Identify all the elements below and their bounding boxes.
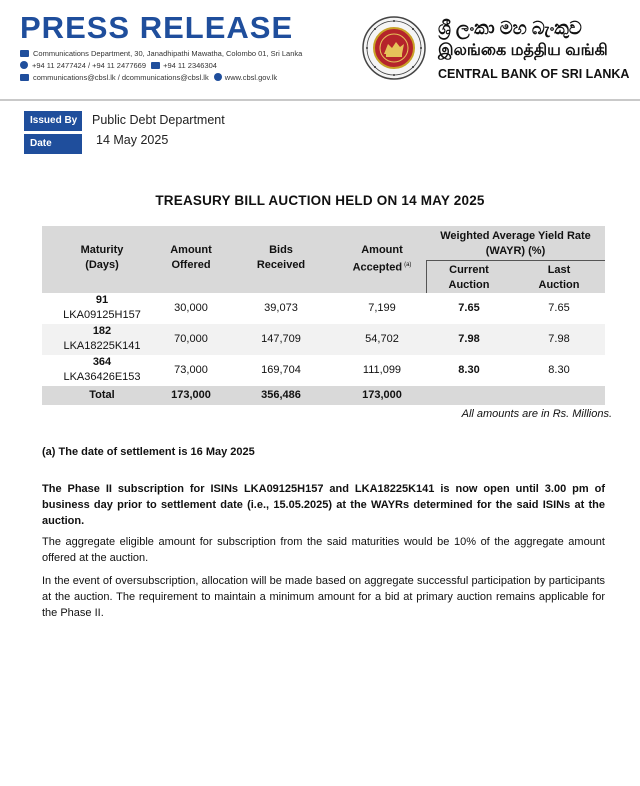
phone-line: +94 11 2477424 / +94 11 2477669 +94 11 2346304 bbox=[20, 61, 217, 71]
total-accepted: 173,000 bbox=[362, 389, 402, 401]
row-3-accepted: 111,099 bbox=[362, 364, 402, 376]
bank-name-sinhala: ශ්‍රී ලංකා මහ බැංකුව bbox=[438, 18, 582, 38]
header-last-auction: Last Auction bbox=[538, 264, 580, 291]
email-icon bbox=[20, 74, 29, 81]
phase2-paragraph: The Phase II subscription for ISINs LKA09125H157 and LKA18225K141 is now open until 3.00 pm of business day prior to settlement date (i.e., 15.05.2025) at the WAYRs determined for the said ISINs at the auction. bbox=[42, 483, 605, 527]
address-line: Communications Department, 30, Janadhipathi Mawatha, Colombo 01, Sri Lanka bbox=[20, 49, 302, 59]
header-wayr: Weighted Average Yield Rate (WAYR) (%) bbox=[440, 230, 591, 257]
row-3-isin: LKA36426E153 bbox=[63, 371, 141, 383]
issued-by-value: Public Debt Department bbox=[92, 113, 225, 127]
row-1-days: 91 bbox=[95, 294, 109, 306]
amounts-note: All amounts are in Rs. Millions. bbox=[461, 408, 612, 420]
row-1-accepted: 7,199 bbox=[368, 302, 396, 314]
fax-icon bbox=[151, 62, 160, 69]
issued-by-label: Issued By bbox=[24, 111, 82, 131]
header-bids-received: Bids Received bbox=[256, 244, 306, 271]
total-label: Total bbox=[89, 389, 115, 401]
total-bids: 356,486 bbox=[261, 389, 301, 401]
press-release-title: PRESS RELEASE bbox=[20, 10, 294, 45]
row-2-last: 7.98 bbox=[548, 333, 570, 345]
website-link[interactable]: www.cbsl.gov.lk bbox=[224, 73, 278, 82]
header-current-auction: Current Auction bbox=[448, 264, 490, 291]
row-1-last: 7.65 bbox=[548, 302, 570, 314]
row-2-bids: 147,709 bbox=[261, 333, 301, 345]
bank-name-tamil: இலங்கை மத்திய வங்கி bbox=[438, 42, 608, 59]
header-amount-offered: Amount Offered bbox=[170, 244, 212, 271]
row-2-accepted: 54,702 bbox=[365, 333, 399, 345]
phone-icon bbox=[20, 61, 28, 69]
email-links[interactable]: communications@cbsl.lk / dcommunications@cbsl.lk bbox=[33, 73, 209, 82]
row-3-days: 364 bbox=[92, 356, 112, 368]
row-1-bids: 39,073 bbox=[264, 302, 298, 314]
row-3-last: 8.30 bbox=[548, 364, 570, 376]
row-3-bids: 169,704 bbox=[261, 364, 301, 376]
row-2-isin: LKA18225K141 bbox=[63, 340, 141, 352]
header-maturity: Maturity (Days) bbox=[80, 244, 124, 271]
bank-name-english: CENTRAL BANK OF SRI LANKA bbox=[438, 67, 630, 81]
date-label: Date bbox=[24, 134, 82, 154]
oversubscription-paragraph: In the event of oversubscription, allocation will be made based on aggregate successful participation by participants at the auction. The requirement to maintain a minimum amount for a bid at primary auction remains applicable for the Phase II. bbox=[42, 575, 605, 619]
date-value: 14 May 2025 bbox=[96, 133, 169, 147]
row-2-offered: 70,000 bbox=[174, 333, 208, 345]
globe-icon bbox=[214, 73, 222, 81]
row-1-current: 7.65 bbox=[458, 302, 480, 314]
email-line bbox=[20, 73, 277, 83]
row-3-current: 8.30 bbox=[458, 364, 480, 376]
row-2-days: 182 bbox=[92, 325, 112, 337]
header-divider bbox=[0, 99, 640, 101]
wayr-left-divider bbox=[426, 260, 427, 293]
header-amount-accepted: Amount Accepted $^{(a)}$ bbox=[352, 244, 412, 274]
cbsl-seal-logo bbox=[362, 16, 426, 80]
total-offered: 173,000 bbox=[171, 389, 211, 401]
row-1-offered: 30,000 bbox=[174, 302, 208, 314]
press-release-header bbox=[0, 0, 640, 98]
row-1-isin: LKA09125H157 bbox=[63, 309, 141, 321]
building-icon bbox=[20, 50, 29, 57]
row-2-current: 7.98 bbox=[458, 333, 480, 345]
settlement-note: (a) The date of settlement is 16 May 2025 bbox=[42, 446, 255, 458]
document-title: TREASURY BILL AUCTION HELD ON 14 MAY 2025 bbox=[155, 193, 485, 208]
row-3-offered: 73,000 bbox=[174, 364, 208, 376]
wayr-divider bbox=[426, 260, 605, 261]
eligible-amount-paragraph: The aggregate eligible amount for subscription from the said maturities would be 10% of the aggregate amount offered at the auction. bbox=[42, 536, 605, 564]
